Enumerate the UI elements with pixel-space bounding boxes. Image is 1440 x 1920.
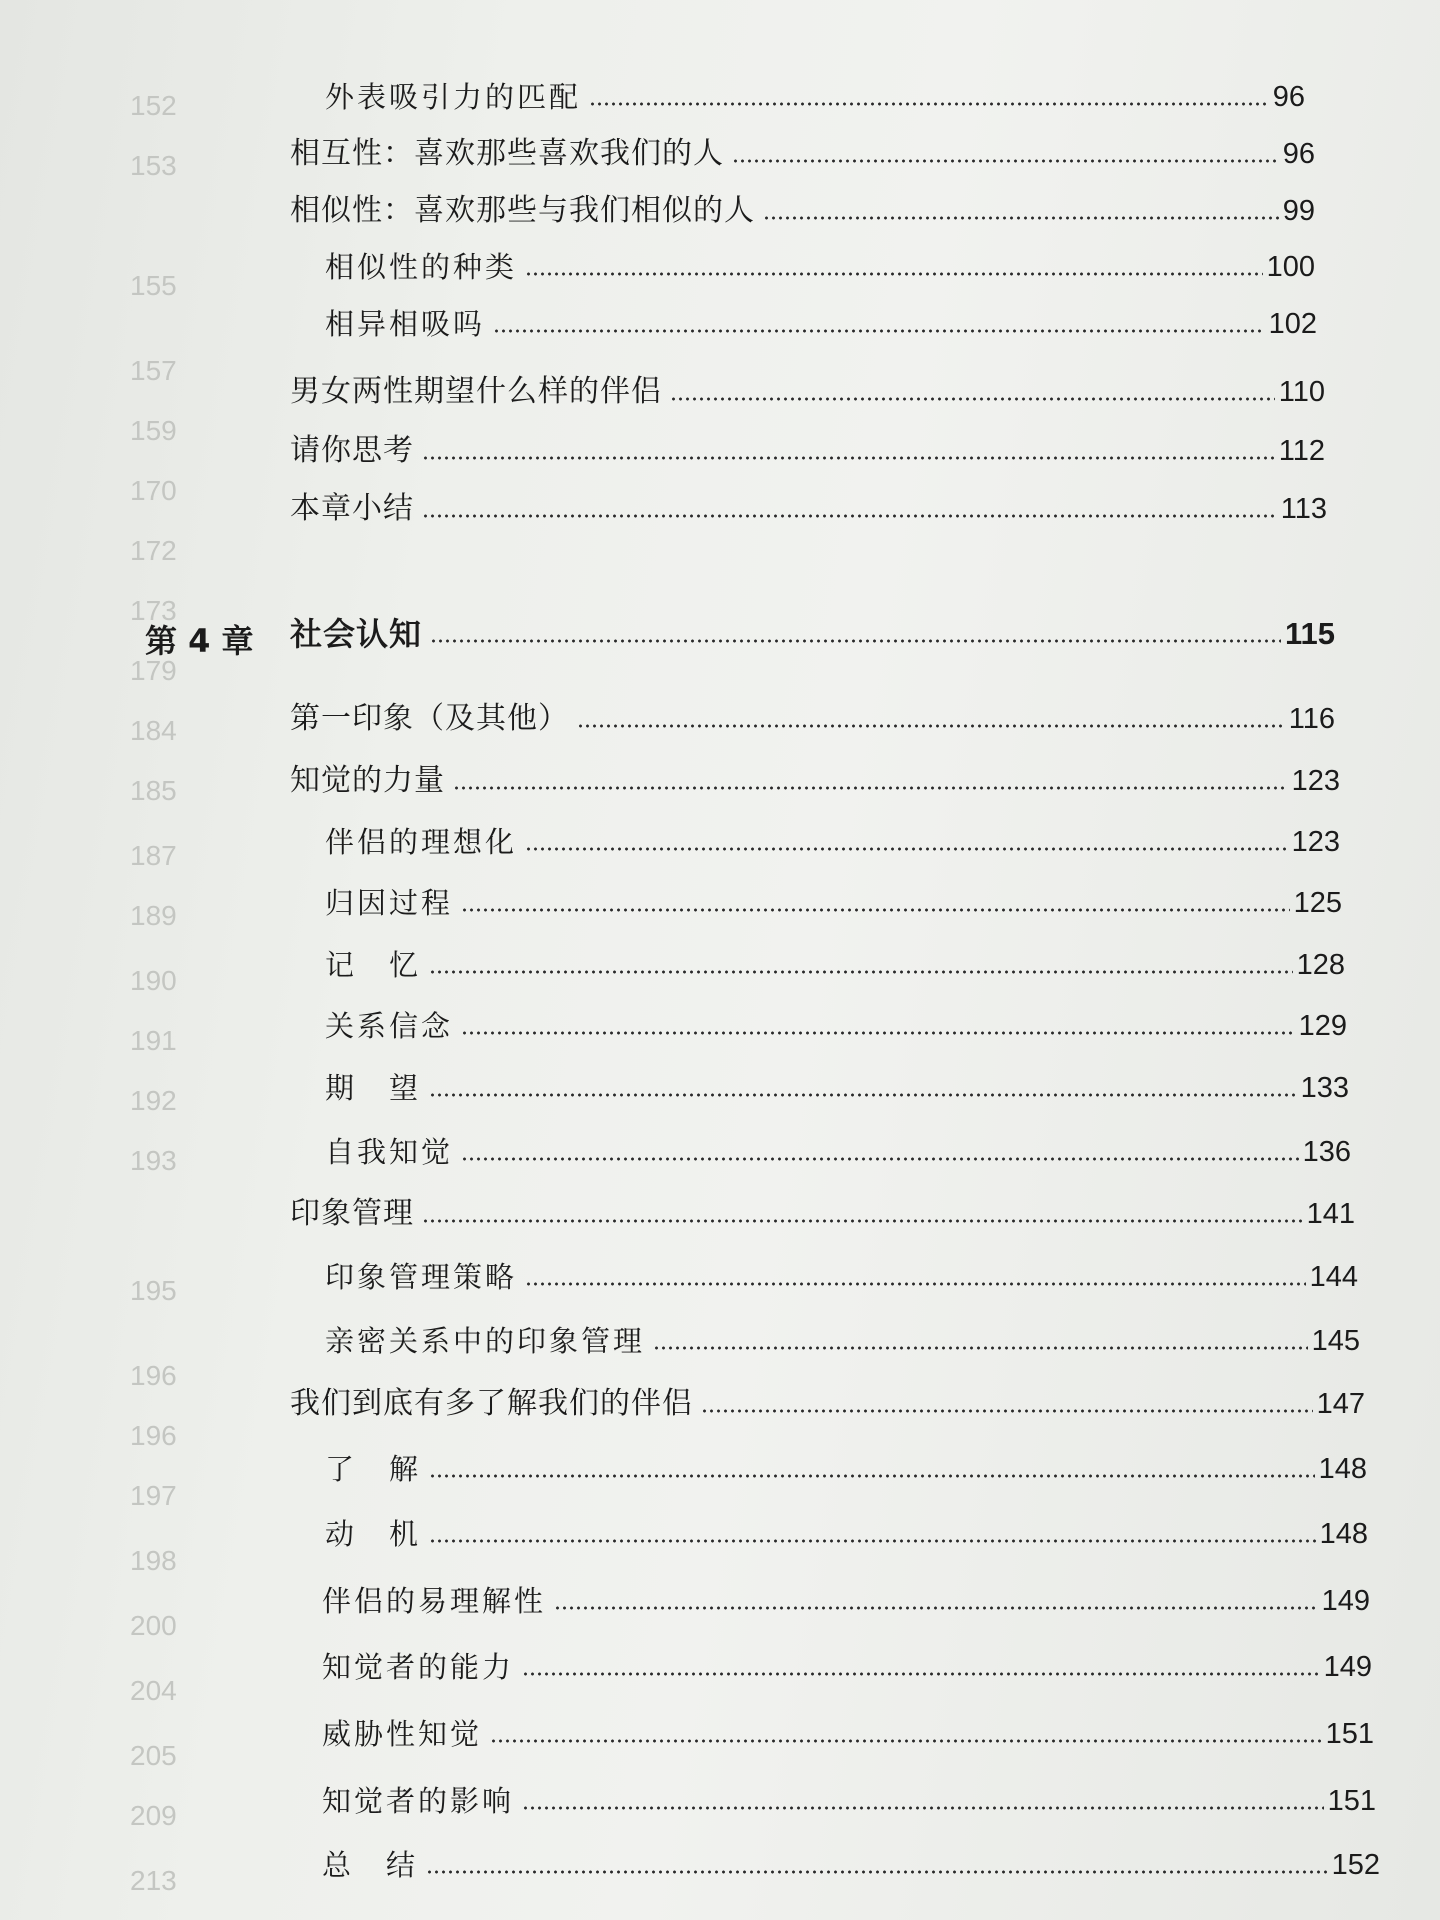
toc-entry-page: 144 [1309,1261,1358,1293]
toc-entry-label: 知觉者的影响 [322,1784,515,1818]
dot-leader [701,1408,1313,1414]
toc-entry-label: 相互性：喜欢那些喜欢我们的人 [290,136,724,171]
dot-leader [461,1030,1295,1036]
ghost-page-number: 152 [130,90,177,121]
ghost-page-number: 173 [130,595,177,626]
toc-entry [325,1007,1347,1045]
toc-entry [290,1385,1365,1423]
ghost-page-number: 157 [130,355,177,386]
toc-entry [325,78,1305,116]
toc-entry-page: 96 [1272,81,1305,113]
toc-entry [322,1782,1376,1820]
toc-entry-page: 145 [1311,1325,1360,1357]
toc-entry-page: 149 [1323,1651,1372,1683]
toc-entry [290,432,1325,470]
toc-entry-page: 125 [1293,887,1342,919]
toc-entry [322,1846,1380,1884]
ghost-page-number: 170 [130,475,177,506]
ghost-page-number: 192 [130,1085,177,1116]
dot-leader [525,846,1288,852]
dot-leader [732,158,1279,164]
toc-entry-page: 113 [1280,493,1327,525]
toc-entry [290,373,1325,411]
ghost-page-number: 190 [130,965,177,996]
toc-entry-label: 请你思考 [290,433,414,468]
chapter-title: 社会认知 [290,615,423,653]
ghost-page-number: 198 [130,1545,177,1576]
toc-entry-page: 147 [1316,1388,1365,1420]
toc-entry-page: 116 [1288,703,1335,735]
toc-entry-label: 知觉者的能力 [322,1650,515,1684]
toc-entry-page: 123 [1291,765,1340,797]
ghost-page-number: 159 [130,415,177,446]
dot-leader [554,1605,1318,1611]
toc-entry-page: 148 [1318,1453,1367,1485]
toc-entry-label: 伴侣的易理解性 [322,1584,547,1618]
toc-entry [290,135,1315,173]
toc-entry-label: 自我知觉 [325,1135,454,1169]
dot-leader [525,1281,1306,1287]
dot-leader [453,785,1288,791]
toc-entry-page: 133 [1300,1072,1349,1104]
toc-entry [290,490,1327,528]
chapter-page: 115 [1284,616,1335,651]
toc-entry-page: 123 [1291,826,1340,858]
toc-entry-label: 印象管理 [290,1196,414,1231]
toc-entry-page: 96 [1282,138,1315,170]
ghost-page-number: 197 [130,1480,177,1511]
chapter-number: 第 4 章 [145,622,254,660]
toc-entry-page: 112 [1278,435,1325,467]
dot-leader [522,1805,1324,1811]
toc-entry-label: 了 解 [325,1452,422,1486]
ghost-page-number: 213 [130,1865,177,1896]
toc-entry-label: 伴侣的理想化 [325,825,518,859]
toc-entry-page: 102 [1268,308,1317,340]
toc-entry-label: 相似性：喜欢那些与我们相似的人 [290,193,755,228]
dot-leader [493,328,1265,334]
ghost-page-number: 204 [130,1675,177,1706]
toc-entry [325,1322,1360,1360]
dot-leader [429,1473,1315,1479]
toc-entry-label: 我们到底有多了解我们的伴侣 [290,1386,693,1421]
toc-entry [322,1582,1370,1620]
toc-entry [290,1195,1355,1233]
dot-leader [422,455,1275,461]
toc-entry-page: 129 [1298,1010,1347,1042]
toc-entry-label: 动 机 [325,1517,422,1551]
toc-entry-label: 男女两性期望什么样的伴侣 [290,374,662,409]
ghost-page-number: 187 [130,840,177,871]
toc-entry-label: 本章小结 [290,491,414,526]
toc-entry-label: 相似性的种类 [325,250,518,284]
ghost-page-number: 172 [130,535,177,566]
ghost-page-number: 153 [130,150,177,181]
toc-entry [325,946,1345,984]
toc-entry-label: 关系信念 [325,1009,454,1043]
toc-entry [325,305,1317,343]
dot-leader [522,1671,1320,1677]
toc-entry-page: 149 [1321,1585,1370,1617]
toc-entry-page: 151 [1327,1785,1376,1817]
dot-leader [422,1218,1303,1224]
toc-entry-label: 期 望 [325,1071,422,1105]
ghost-page-number: 155 [130,270,177,301]
toc-entry [325,1515,1368,1553]
toc-entry [325,823,1340,861]
toc-entry [322,1715,1374,1753]
toc-entry [325,1133,1351,1171]
dot-leader [589,101,1269,107]
toc-entry-label: 归因过程 [325,886,454,920]
toc-entry-page: 148 [1319,1518,1368,1550]
dot-leader [525,271,1263,277]
toc-entry-label: 印象管理策略 [325,1260,518,1294]
toc-entry [325,1450,1367,1488]
toc-entry-label: 记 忆 [325,948,422,982]
toc-entry-label: 外表吸引力的匹配 [325,80,582,114]
toc-entry-page: 100 [1266,251,1315,283]
dot-leader [763,215,1279,221]
toc-entry [290,762,1340,800]
dot-leader [653,1345,1308,1351]
toc-entry-label: 总 结 [322,1848,419,1882]
ghost-page-number: 193 [130,1145,177,1176]
toc-entry-label: 相异相吸吗 [325,307,486,341]
ghost-page-number: 189 [130,900,177,931]
dot-leader [461,907,1290,913]
ghost-page-number: 191 [130,1025,177,1056]
ghost-page-number: 184 [130,715,177,746]
dot-leader [490,1738,1322,1744]
toc-entry-page: 128 [1296,949,1345,981]
toc-entry [325,248,1315,286]
ghost-page-number: 209 [130,1800,177,1831]
dot-leader [670,396,1275,402]
toc-entry-label: 第一印象（及其他） [290,701,569,736]
ghost-page-number: 196 [130,1420,177,1451]
ghost-page-number: 200 [130,1610,177,1641]
dot-leader [430,638,1281,644]
dot-leader [426,1869,1328,1875]
toc-entry-page: 151 [1325,1718,1374,1750]
toc-entry [290,700,1335,738]
toc-entry [322,1648,1372,1686]
toc-entry [325,884,1342,922]
toc-entry [325,1258,1358,1296]
dot-leader [429,969,1293,975]
toc-entry-page: 110 [1278,376,1325,408]
ghost-page-number: 195 [130,1275,177,1306]
ghost-page-number: 196 [130,1360,177,1391]
dot-leader [577,723,1285,729]
toc-entry-page: 141 [1306,1198,1355,1230]
dot-leader [461,1156,1299,1162]
toc-entry [290,192,1315,230]
toc-entry-label: 知觉的力量 [290,763,445,798]
toc-entry-label: 亲密关系中的印象管理 [325,1324,646,1358]
dot-leader [429,1538,1316,1544]
ghost-page-number: 179 [130,655,177,686]
toc-entry-page: 136 [1302,1136,1351,1168]
ghost-page-number: 185 [130,775,177,806]
toc-entry-page: 99 [1282,195,1315,227]
dot-leader [422,513,1277,519]
chapter-heading [290,615,1335,653]
toc-entry-page: 152 [1331,1849,1380,1881]
ghost-page-number: 205 [130,1740,177,1771]
dot-leader [429,1092,1297,1098]
toc-entry [325,1069,1349,1107]
toc-entry-label: 威胁性知觉 [322,1717,483,1751]
